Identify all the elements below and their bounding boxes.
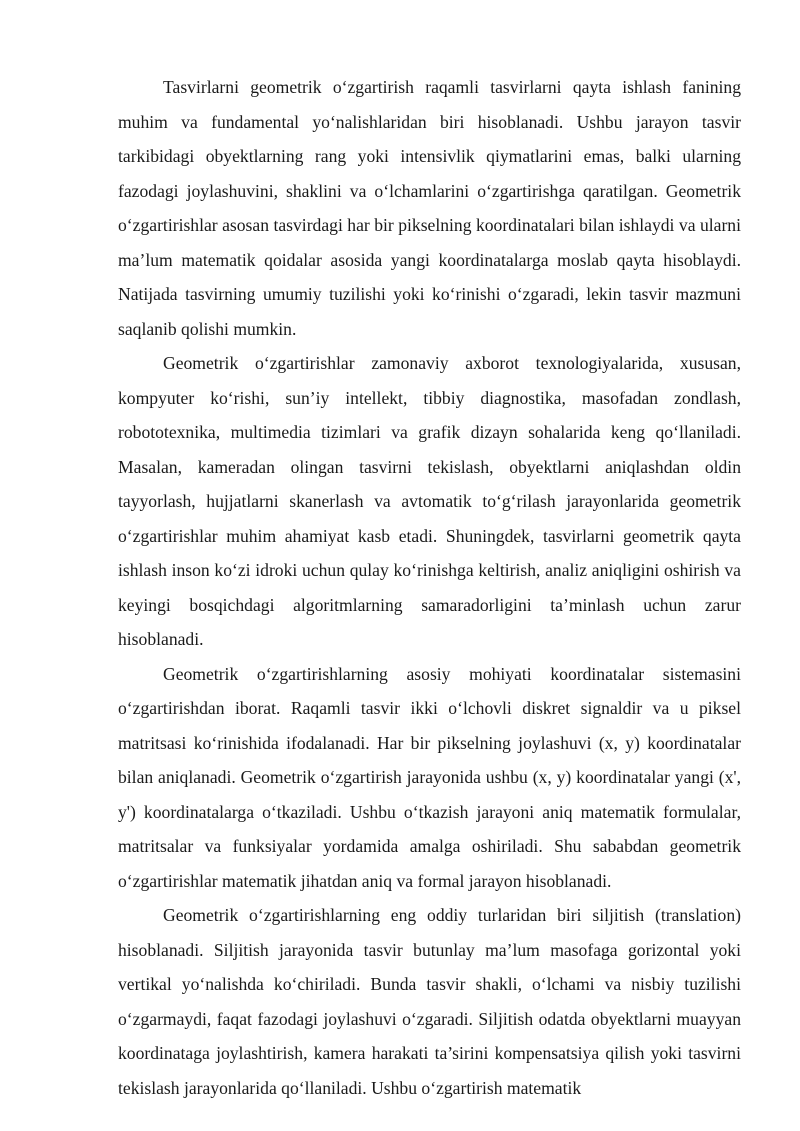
paragraph-2: Geometrik o‘zgartirishlar zamonaviy axborot texnologiyalarida, xususan, kompyuter ko‘rishi, sun’iy intellekt, tibbiy diagnostika, masofadan zondlash, robototexnika, multimedia tizimlari va grafik dizayn sohalarida keng qo‘llaniladi. Masalan, kameradan olingan tasvirni tekislash, obyektlarni aniqlashdan oldin tayyorlash, hujjatlarni skanerlash va avtomatik to‘g‘rilash jarayonlarida geometrik o‘zgartirishlar muhim ahamiyat kasb etadi. Shuningdek, tasvirlarni geometrik qayta ishlash inson ko‘zi idroki uchun qulay ko‘rinishga keltirish, analiz aniqligini oshirish va keyingi bosqichdagi algoritmlarning samaradorligini ta’minlash uchun zarur hisoblanadi. xyxy=(118,353,741,649)
paragraph-1: Tasvirlarni geometrik o‘zgartirish raqamli tasvirlarni qayta ishlash fanining muhim va fundamental yo‘nalishlaridan biri hisoblanadi. Ushbu jarayon tasvir tarkibidagi obyektlarning rang yoki intensivlik qiymatlarini emas, balki ularning fazodagi joylashuvini, shaklini va o‘lchamlarini o‘zgartirishga qaratilgan. Geometrik o‘zgartirishlar asosan tasvirdagi har bir pikselning koordinatalari bilan ishlaydi va ularni ma’lum matematik qoidalar asosida yangi koordinatalarga moslab qayta hisoblaydi. Natijada tasvirning umumiy tuzilishi yoki ko‘rinishi o‘zgaradi, lekin tasvir mazmuni saqlanib qolishi mumkin. xyxy=(118,77,741,339)
body-text xyxy=(118,70,741,1105)
paragraph-4: Geometrik o‘zgartirishlarning eng oddiy turlaridan biri siljitish (translation) hisoblanadi. Siljitish jarayonida tasvir butunlay ma’lum masofaga gorizontal yoki vertikal yo‘nalishda ko‘chiriladi. Bunda tasvir shakli, o‘lchami va nisbiy tuzilishi o‘zgarmaydi, faqat fazodagi joylashuvi o‘zgaradi. Siljitish odatda obyektlarni muayyan koordinataga joylashtirish, kamera harakati ta’sirini kompensatsiya qilish yoki tasvirni tekislash jarayonlarida qo‘llaniladi. Ushbu o‘zgartirish matematik xyxy=(118,905,741,1098)
paragraph-3: Geometrik o‘zgartirishlarning asosiy mohiyati koordinatalar sistemasini o‘zgartirishdan iborat. Raqamli tasvir ikki o‘lchovli diskret signaldir va u piksel matritsasi ko‘rinishida ifodalanadi. Har bir pikselning joylashuvi (x, y) koordinatalar bilan aniqlanadi. Geometrik o‘zgartirish jarayonida ushbu (x, y) koordinatalar yangi (x', y') koordinatalarga o‘tkaziladi. Ushbu o‘tkazish jarayoni aniq matematik formulalar, matritsalar va funksiyalar yordamida amalga oshiriladi. Shu sababdan geometrik o‘zgartirishlar matematik jihatdan aniq va formal jarayon hisoblanadi. xyxy=(118,663,741,891)
